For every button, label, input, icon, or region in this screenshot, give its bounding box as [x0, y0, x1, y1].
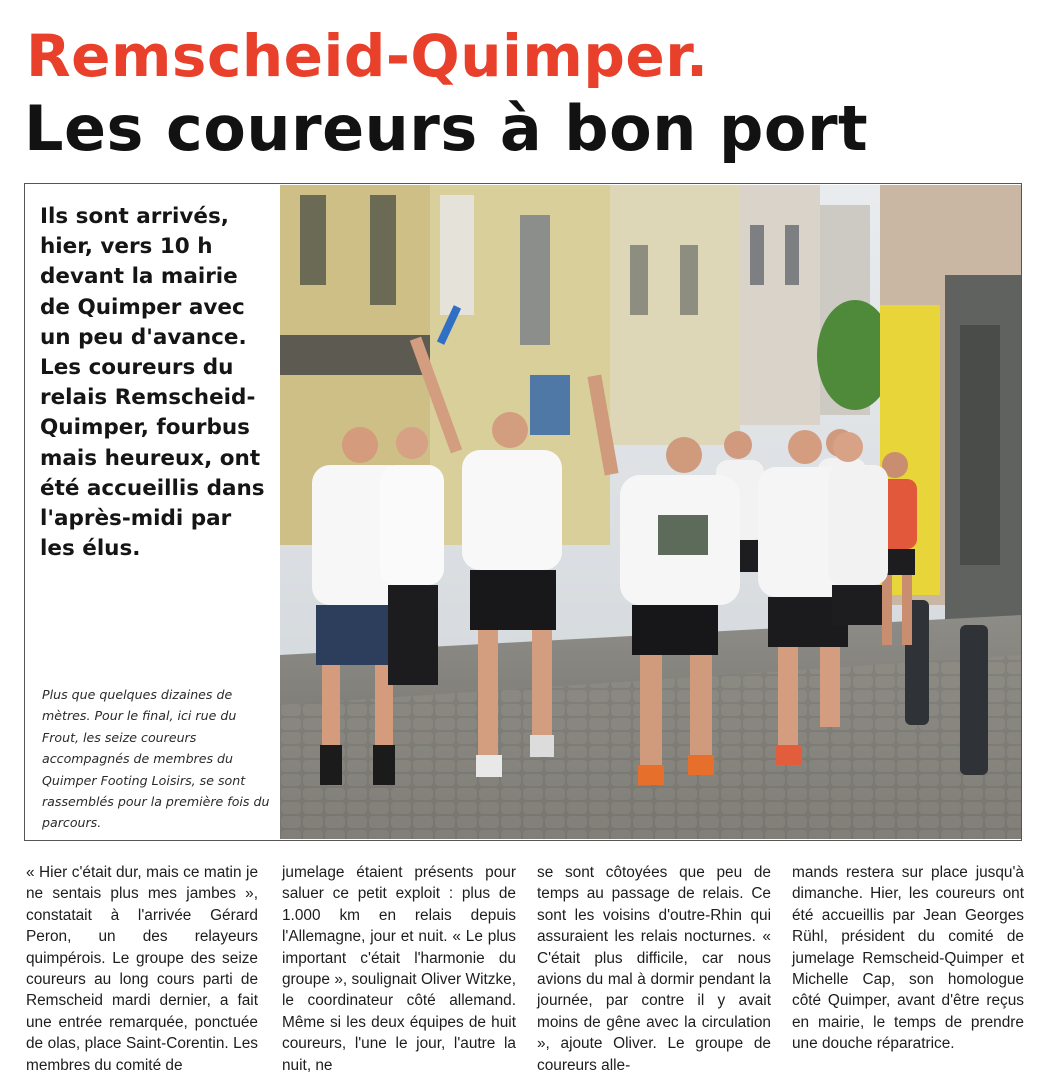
article-column-2: jumelage étaient présents pour saluer ce petit exploit : plus de 1.000 km en relais depuis l'Allemagne, jour et nuit. « Le plus important c'était l'harmonie du groupe », soulignait Oliver Witzke, le coordinateur côté allemand. Même si les deux équipes de huit coureurs, l'une le jour, l'autre la nuit, ne [282, 864, 516, 1074]
lede-paragraph: Ils sont arrivés, hier, vers 10 h devant la mairie de Quimper avec un peu d'avance. Les coureurs du relais Remscheid-Quimper, fourbus mais heureux, ont été accueillis dans l'après-midi par les élus. [40, 204, 265, 562]
runners-photo [280, 185, 1021, 839]
article-column-3: se sont côtoyées que peu de temps au passage de relais. Ce sont les voisins d'outre-Rhin qui assuraient les relais nocturnes. « C'était plus difficile, car nous avions du mal à dormir pendant la journée, par contre il y avait moins de gêne avec la circulation », ajoute Oliver. Le groupe de coureurs alle- [537, 864, 771, 1074]
headline-title: Les coureurs à bon port [24, 92, 869, 165]
runners-photo-illustration [280, 185, 1021, 839]
article-column-1: « Hier c'était dur, mais ce matin je ne sentais plus mes jambes », constatait à l'arrivée Gérard Peron, un des relayeurs quimpérois. Le groupe des seize coureurs au long cours parti de Remscheid mardi dernier, a fait une entrée remarquée, ponctuée de olas, place Saint-Corentin. Les membres du comité de [26, 864, 258, 1074]
headline-kicker: Remscheid-Quimper. [26, 22, 709, 90]
photo-caption: Plus que quelques dizaines de mètres. Pour le final, ici rue du Frout, les seize coureurs accompagnés de membres du Quimper Footing Loisirs, se sont rassemblés pour la première fois du parcours. [42, 687, 270, 831]
article-column-4: mands restera sur place jusqu'à dimanche. Hier, les coureurs ont été accueillis par Jean Georges Rühl, président du comité de jumelage Remscheid-Quimper et Michelle Cap, son homologue côté Quimper, avant d'être reçus en mairie, le temps de prendre une douche réparatrice. [792, 864, 1024, 1053]
